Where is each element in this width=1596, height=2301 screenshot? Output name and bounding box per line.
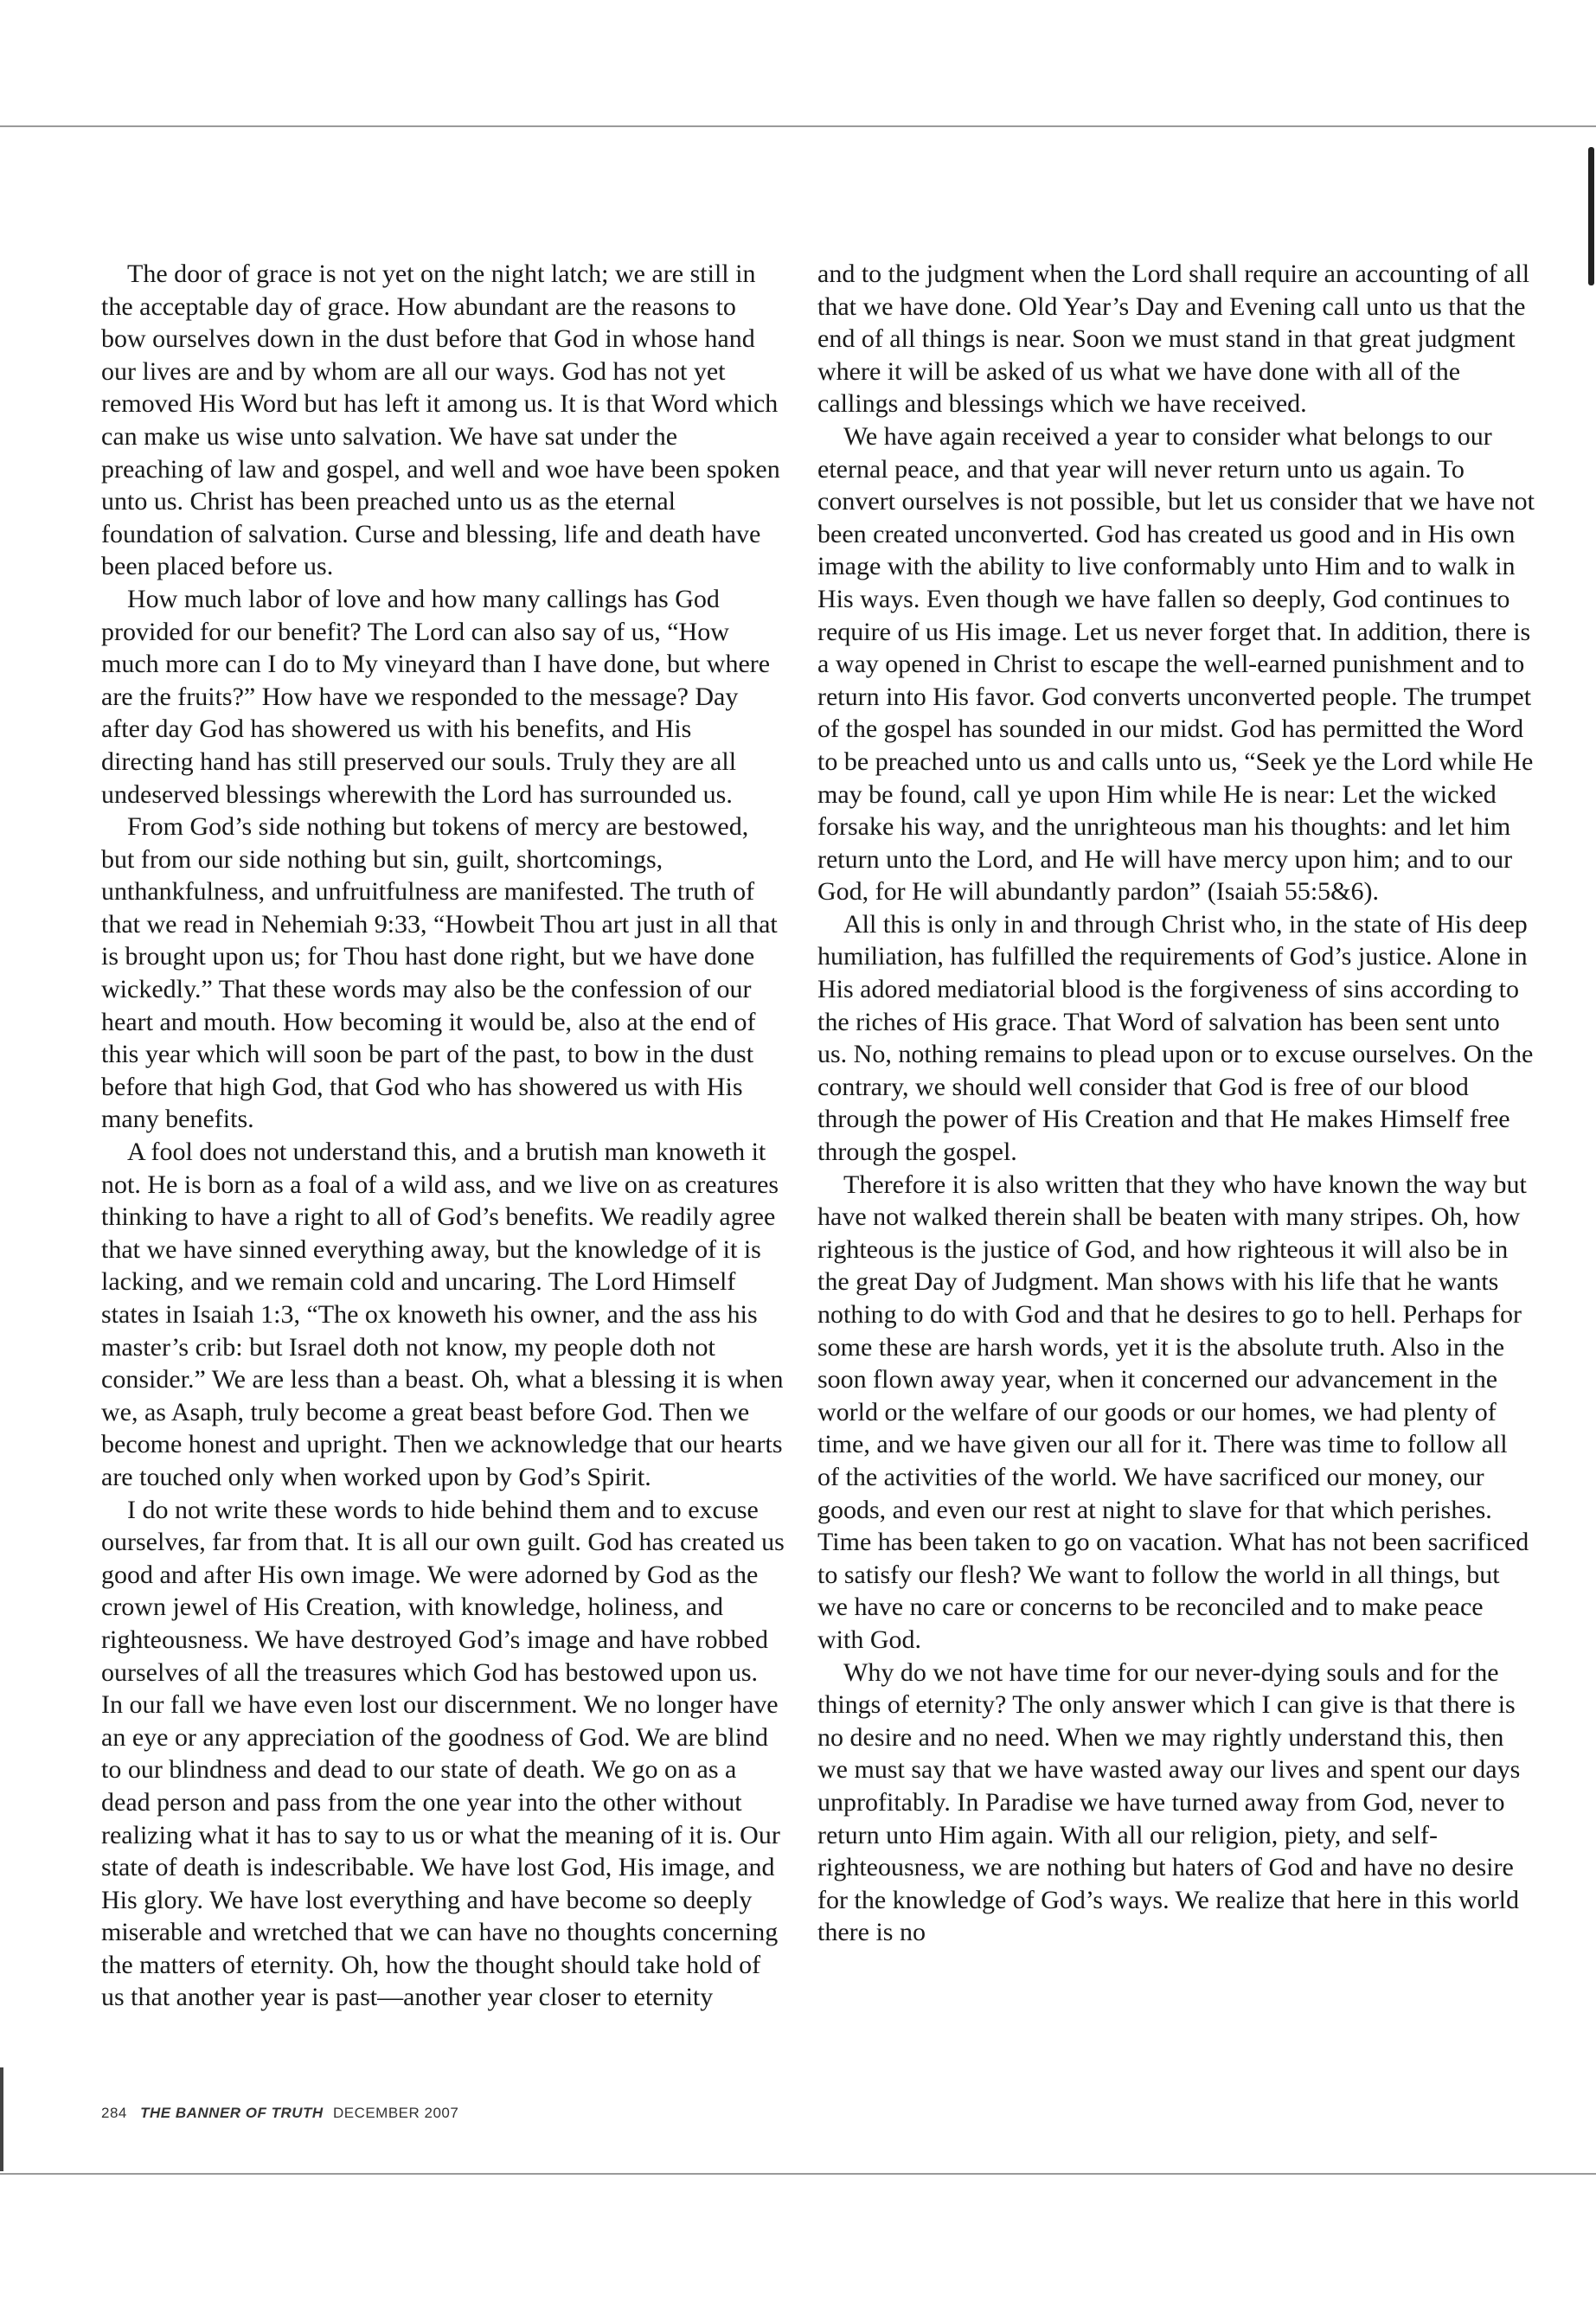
page-footer — [101, 2105, 458, 2122]
paragraph: Why do we not have time for our never-dying souls and for the things of eternity? The only answer which I can give is that there is no desire and no need. When we may rightly understand this, then we must say that we have wasted away our lives and spent our days unprofitably. In Paradise we have turned away from God, never to return unto Him again. With all our religion, piety, and self-righteousness, we are nothing but haters of God and have no desire for the knowledge of God’s ways. We realize that here in this world there is no — [817, 1657, 1521, 1947]
paragraph: We have again received a year to consider what belongs to our eternal peace, and that year will never return unto us again. To convert ourselves is not possible, but let us consider that we have not been created unconverted. God has created us good and in His own image with the ability to live conformably unto Him and to walk in His ways. Even though we have fallen so deeply, God continues to require of us His image. Let us never forget that. In addition, there is a way opened in Christ to escape the well-earned punishment and to return into His favor. God converts unconverted people. The trumpet of the gospel has sounded in our midst. God has permitted the Word to be preached unto us and calls unto us, “Seek ye the Lord while He may be found, call ye upon Him while He is near: Let the wicked forsake his way, and the unrighteous man his thoughts: and let him return unto the Lord, and He will have mercy upon him; and to our God, for He will abundantly pardon” (Isaiah 55:5&6). — [817, 421, 1535, 907]
page-number: 284 — [101, 2105, 127, 2121]
paragraph: The door of grace is not yet on the night latch; we are still in the acceptable day of grace. How abundant are the reasons to bow ourselves down in the dust before that God in whose hand our lives are and by whom are all our ways. God has not yet removed His Word but has left it among us. It is that Word which can make us wise unto salvation. We have sat under the preaching of law and gospel, and well and woe have been spoken unto us. Christ has been preached unto us as the eternal foundation of salvation. Curse and blessing, life and death have been placed before us. — [101, 260, 780, 581]
paragraph: Therefore it is also written that they who have known the way but have not walked therein shall be beaten with many stripes. Oh, how righteous is the justice of God, and how righteous it will also be in the great Day of Judgment. Man shows with his life that he wants nothing to do with God and that he desires to go to hell. Perhaps for some these are harsh words, yet it is the absolute truth. Also in the soon flown away year, when it concerned our advancement in the world or the welfare of our goods or our homes, we had plenty of time, and we have given our all for it. There was time to follow all of the activities of the world. We have sacrificed our money, our goods, and even our rest at night to slave for that which perishes. Time has been taken to go on vacation. What has not been sacrificed to satisfy our flesh? We want to follow the world in all things, but we have no care or concerns to be reconciled and to make peace with God. — [817, 1170, 1529, 1654]
paragraph: From God’s side nothing but tokens of mercy are bestowed, but from our side nothing but sin, guilt, shortcomings, unthankfulness, and unfruitfulness are manifested. The truth of that we read in Nehemiah 9:33, “Howbeit Thou art just in all that is brought upon us; for Thou hast done right, but we have done wickedly.” That these words may also be the confession of our heart and mouth. How becoming it would be, also at the end of this year which will soon be part of the past, to bow in the dust before that high God, that God who has showered us with His many benefits. — [101, 812, 778, 1134]
bottom-rule — [0, 2173, 1596, 2175]
paragraph: All this is only in and through Christ who, in the state of His deep humiliation, has fulfilled the requirements of God’s justice. Alone in His adored mediatorial blood is the forgiveness of sins according to the riches of His grace. That Word of salvation has been sent unto us. No, nothing remains to plead upon or to excuse ourselves. On the contrary, we should well consider that God is free of our blood through the power of His Creation and that He makes Himself free through the gospel. — [817, 909, 1534, 1167]
paragraph: A fool does not understand this, and a brutish man knoweth it not. He is born as a foal of a wild ass, and we live on as creatures thinking to have a right to all of God’s benefits. We readily agree that we have sinned everything away, but the knowledge of it is lacking, and we remain cold and uncaring. The Lord Himself states in Isaiah 1:3, “The ox knoweth his owner, and the ass his master’s crib: but Israel doth not know, my people doth not consider.” We are less than a beast. Oh, what a blessing it is when we, as Asaph, truly become a great beast before God. Then we become honest and upright. Then we acknowledge that our hearts are touched only when worked upon by God’s Spirit. — [101, 1138, 784, 1491]
paragraph: I do not write these words to hide behind them and to excuse ourselves, far from that. It is all our own guilt. God has created us good and after His own image. We were adorned by God as the crown jewel of His Creation, with knowledge, holiness, and righteousness. We have destroyed God’s image and have robbed ourselves of all the treasures which God has bestowed upon us. In our fall we have even lost our discernment. We no longer have an eye or any appreciation of the goodness of God. We are blind to our blindness and dead to our state of death. We go on as a dead person and pass from the one year into the other without realizing what it has to say to us or what the meaning of it is. Our state of death is indescribable. We have lost God, His image, and His glory. We have lost everything and have become so deeply miserable and wretched that we can have no thoughts concerning the matters of eternity. Oh, how the thought should take hold of us that another year is past—another year closer to eternity — [101, 1495, 785, 2012]
publication-title: THE BANNER OF TRUTH — [140, 2105, 324, 2121]
left-column — [101, 258, 785, 2014]
page-edge-mark — [1588, 147, 1594, 285]
top-rule — [0, 125, 1596, 127]
paragraph: How much labor of love and how many callings has God provided for our benefit? The Lord can also say of us, “How much more can I do to My vineyard than I have done, but where are the fruits?” How have we responded to the message? Day after day God has showered us with his benefits, and His directing hand has still preserved our souls. Truly they are all undeserved blessings wherewith the Lord has surrounded us. — [101, 584, 771, 809]
page-edge-mark-left — [0, 2067, 3, 2171]
issue-date: DECEMBER 2007 — [332, 2105, 459, 2121]
paragraph-continuation: and to the judgment when the Lord shall require an accounting of all that we have done. Old Year’s Day and Evening call unto us that the end of all things is near. Soon we must stand in that great judgment where it will be asked of us what we have done with all of the callings and blessings which we have received. — [817, 260, 1530, 419]
right-column — [817, 258, 1535, 1949]
